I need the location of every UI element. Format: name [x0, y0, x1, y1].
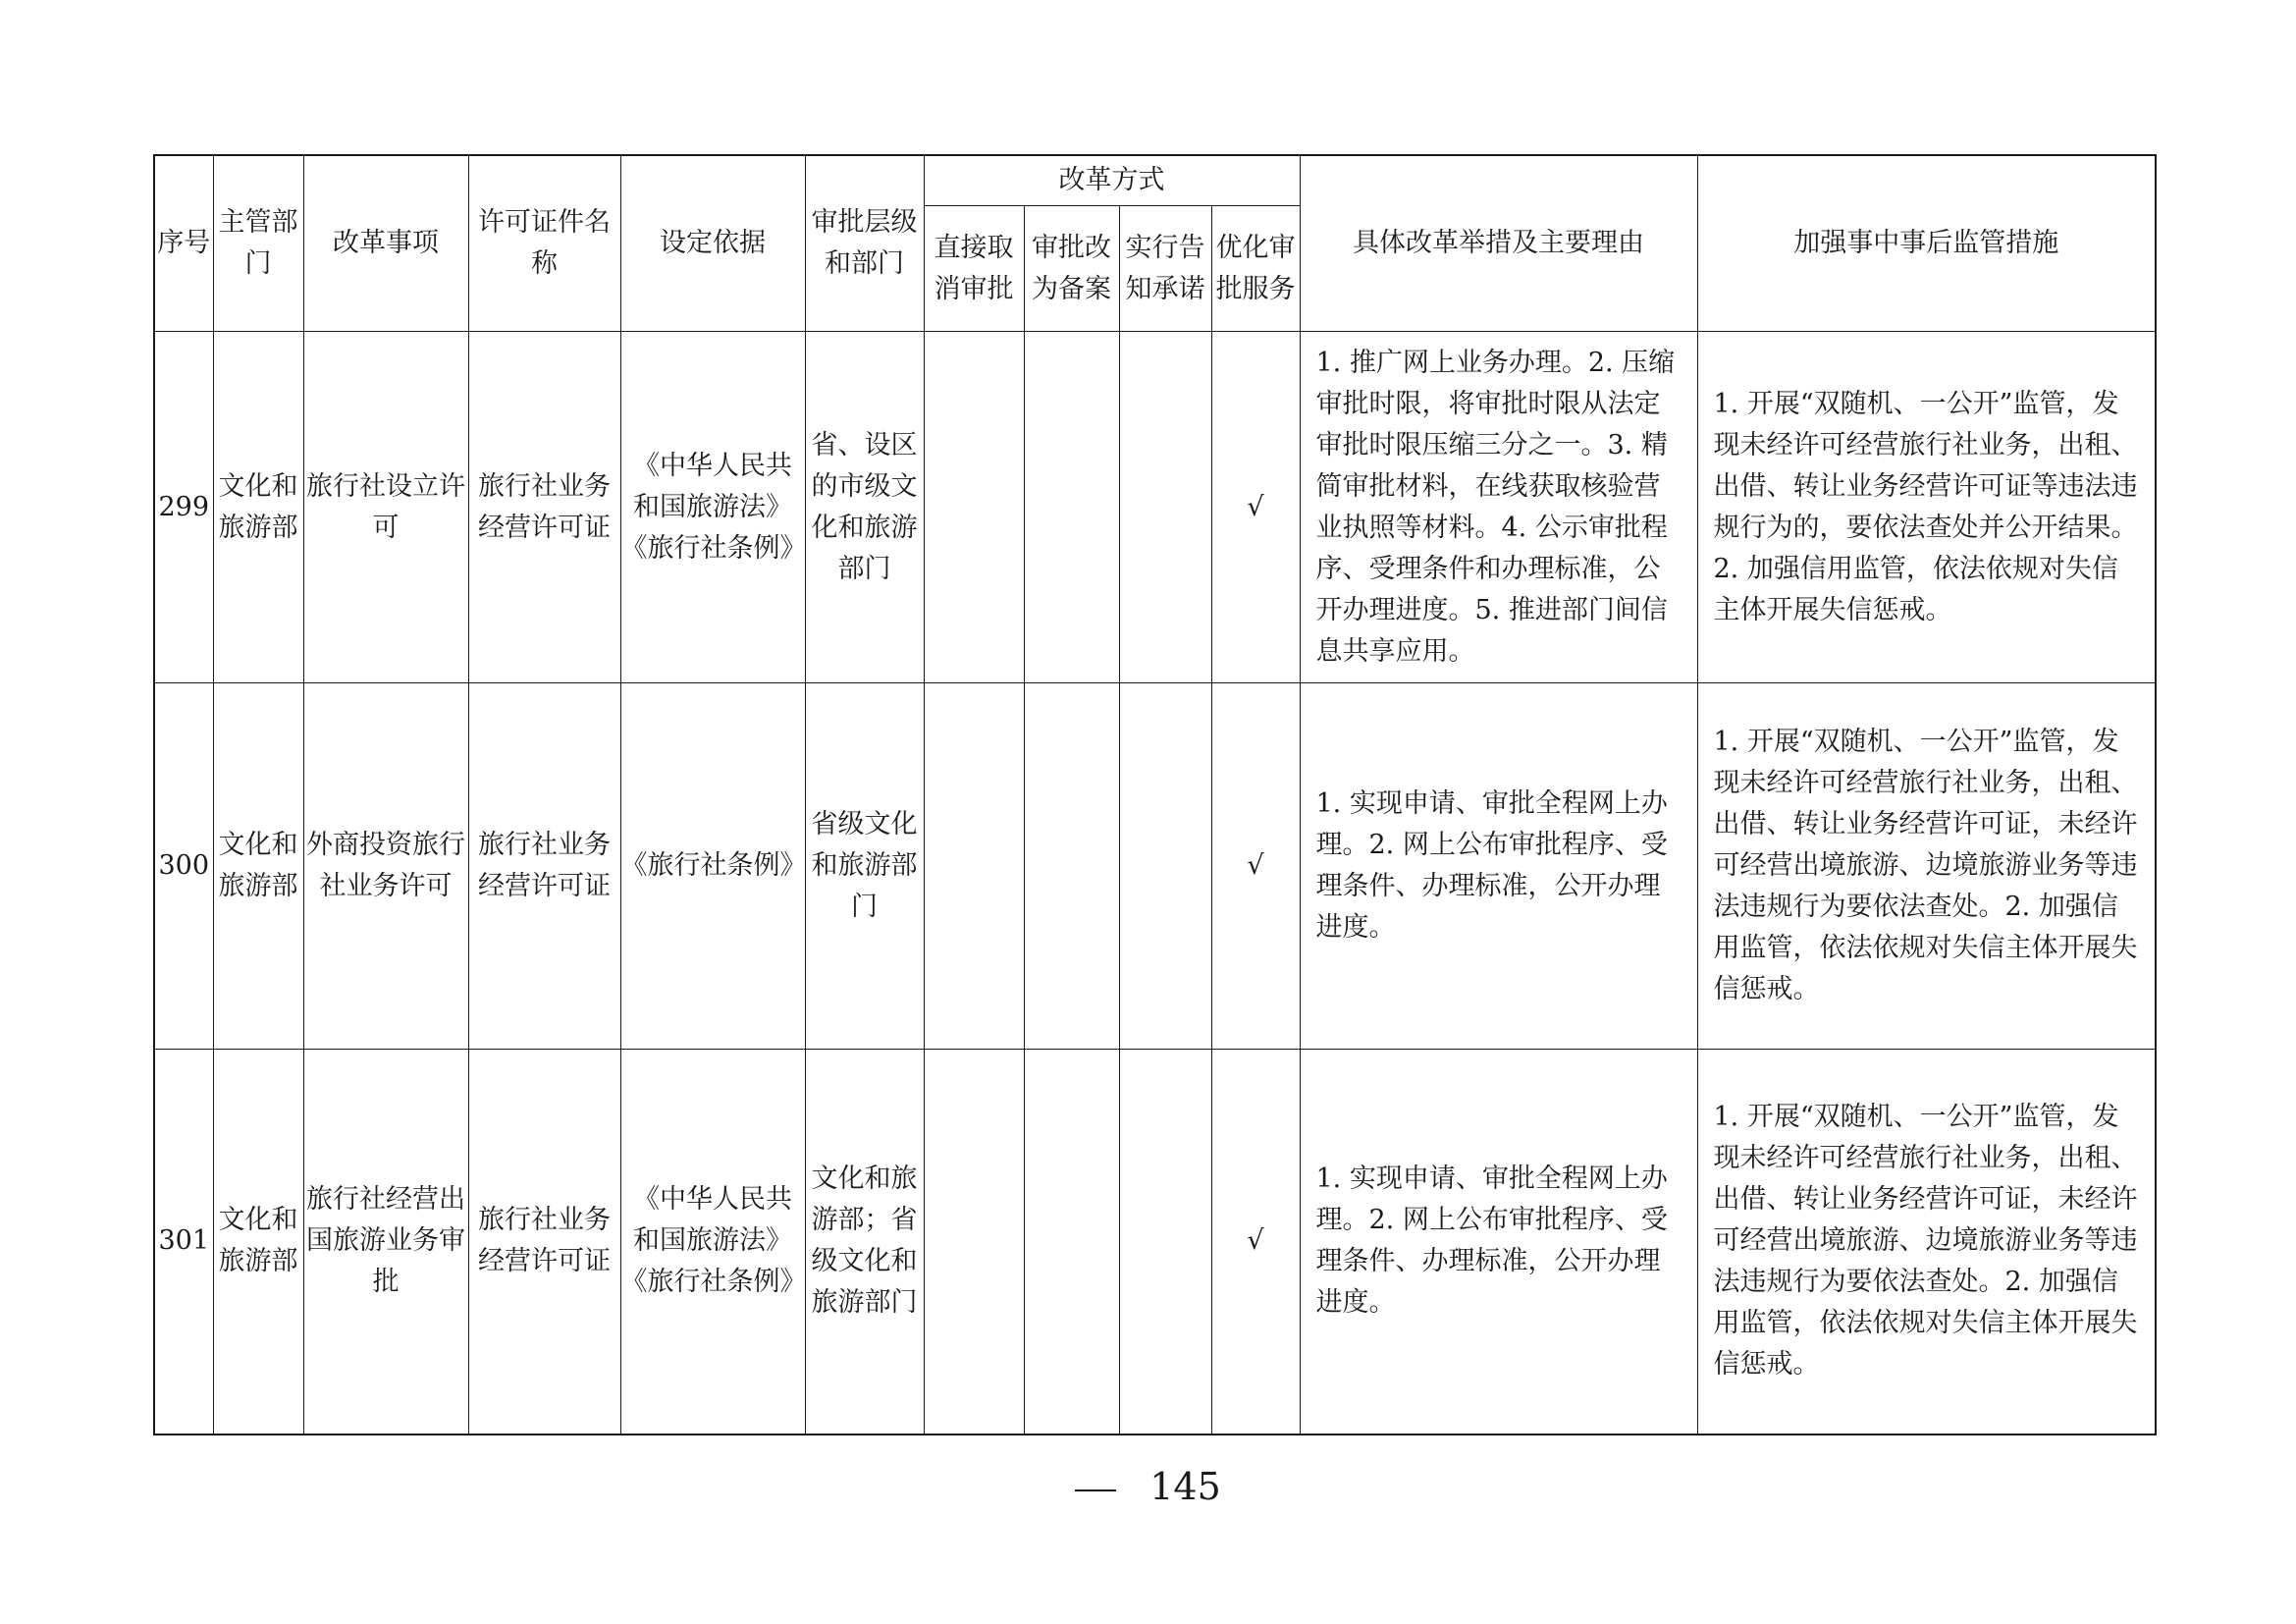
- cell-measures: 1. 实现申请、审批全程网上办理。2. 网上公布审批程序、受理条件、办理标准，公开办理进度。: [1300, 1050, 1697, 1435]
- cell-seq: 301: [154, 1050, 213, 1435]
- cell-mark-filing: [1024, 683, 1119, 1050]
- cell-supervision: 1. 开展“双随机、一公开”监管，发现未经许可经营旅行社业务，出租、出借、转让业务经营许可证，未经许可经营出境旅游、边境旅游业务等违法违规行为要依法查处。2. 加强信用监管，依法依规对失信主体开展失信惩戒。: [1697, 683, 2156, 1050]
- cell-measures: 1. 实现申请、审批全程网上办理。2. 网上公布审批程序、受理条件、办理标准，公开办理进度。: [1300, 683, 1697, 1050]
- cell-seq: 300: [154, 683, 213, 1050]
- cell-mark-commitment: [1119, 1050, 1211, 1435]
- cell-license: 旅行社业务经营许可证: [468, 1050, 620, 1435]
- cell-mark-filing: [1024, 332, 1119, 683]
- cell-supervision: 1. 开展“双随机、一公开”监管，发现未经许可经营旅行社业务，出租、出借、转让业务经营许可证等违法违规行为的，要依法查处并公开结果。2. 加强信用监管，依法依规对失信主体开展失信惩戒。: [1697, 332, 2156, 683]
- cell-mark-commitment: [1119, 683, 1211, 1050]
- cell-level: 文化和旅游部；省级文化和旅游部门: [805, 1050, 924, 1435]
- cell-basis: 《中华人民共和国旅游法》《旅行社条例》: [620, 332, 805, 683]
- cell-level: 省级文化和旅游部门: [805, 683, 924, 1050]
- header-basis: 设定依据: [620, 155, 805, 332]
- cell-mark-optimize: √: [1211, 1050, 1300, 1435]
- header-supervision: 加强事中事后监管措施: [1697, 155, 2156, 332]
- header-method-cancel: 直接取消审批: [924, 206, 1024, 332]
- cell-dept: 文化和旅游部: [213, 332, 303, 683]
- cell-supervision: 1. 开展“双随机、一公开”监管，发现未经许可经营旅行社业务，出租、出借、转让业务经营许可证，未经许可经营出境旅游、边境旅游业务等违法违规行为要依法查处。2. 加强信用监管，依法依规对失信主体开展失信惩戒。: [1697, 1050, 2156, 1435]
- cell-item: 外商投资旅行社业务许可: [303, 683, 468, 1050]
- header-level: 审批层级和部门: [805, 155, 924, 332]
- cell-item: 旅行社经营出国旅游业务审批: [303, 1050, 468, 1435]
- header-method-filing: 审批改为备案: [1024, 206, 1119, 332]
- cell-dept: 文化和旅游部: [213, 1050, 303, 1435]
- cell-license: 旅行社业务经营许可证: [468, 683, 620, 1050]
- cell-mark-commitment: [1119, 332, 1211, 683]
- page-number: 145: [1149, 1465, 1221, 1508]
- header-seq: 序号: [154, 155, 213, 332]
- header-method-group: 改革方式: [924, 155, 1300, 206]
- cell-mark-optimize: √: [1211, 332, 1300, 683]
- page-footer: [0, 1465, 2296, 1508]
- header-measures: 具体改革举措及主要理由: [1300, 155, 1697, 332]
- cell-dept: 文化和旅游部: [213, 683, 303, 1050]
- header-dept: 主管部门: [213, 155, 303, 332]
- cell-item: 旅行社设立许可: [303, 332, 468, 683]
- table-row: [154, 332, 2156, 683]
- cell-mark-cancel: [924, 332, 1024, 683]
- cell-license: 旅行社业务经营许可证: [468, 332, 620, 683]
- header-item: 改革事项: [303, 155, 468, 332]
- cell-seq: 299: [154, 332, 213, 683]
- reform-table: [153, 154, 2157, 1435]
- cell-level: 省、设区的市级文化和旅游部门: [805, 332, 924, 683]
- cell-basis: 《旅行社条例》: [620, 683, 805, 1050]
- header-method-optimize: 优化审批服务: [1211, 206, 1300, 332]
- cell-measures: 1. 推广网上业务办理。2. 压缩审批时限，将审批时限从法定审批时限压缩三分之一。3. 精简审批材料，在线获取核验营业执照等材料。4. 公示审批程序、受理条件和办理标准，公开办理进度。5. 推进部门间信息共享应用。: [1300, 332, 1697, 683]
- cell-basis: 《中华人民共和国旅游法》《旅行社条例》: [620, 1050, 805, 1435]
- header-method-commitment: 实行告知承诺: [1119, 206, 1211, 332]
- header-license: 许可证件名称: [468, 155, 620, 332]
- footer-dash: [1075, 1489, 1116, 1491]
- cell-mark-cancel: [924, 683, 1024, 1050]
- table-row: [154, 683, 2156, 1050]
- cell-mark-optimize: √: [1211, 683, 1300, 1050]
- cell-mark-filing: [1024, 1050, 1119, 1435]
- cell-mark-cancel: [924, 1050, 1024, 1435]
- table-row: [154, 1050, 2156, 1435]
